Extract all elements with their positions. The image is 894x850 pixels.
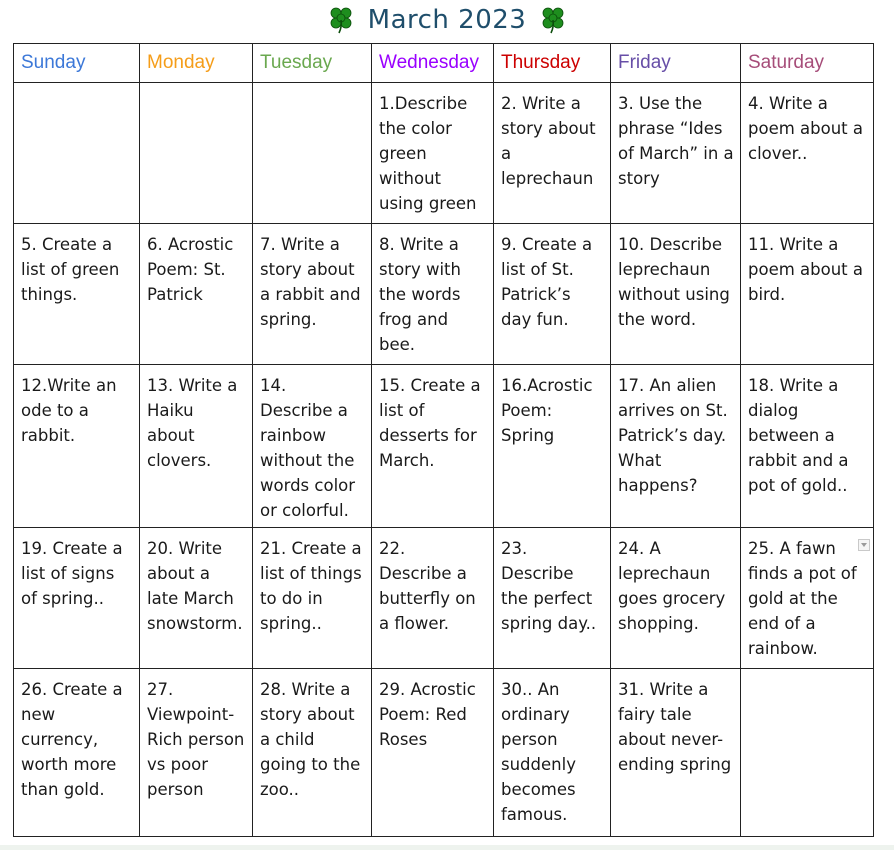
- day-prompt: 20. Write about a late March snowstorm.: [147, 539, 243, 633]
- day-cell[interactable]: [494, 224, 611, 365]
- day-cell[interactable]: [253, 83, 372, 224]
- cell-dropdown-icon[interactable]: [858, 539, 870, 551]
- day-cell[interactable]: [494, 669, 611, 837]
- day-prompt: 10. Describe leprechaun without using the word.: [618, 235, 730, 329]
- day-cell[interactable]: [741, 528, 874, 669]
- week-row-2: [14, 224, 874, 365]
- day-cell[interactable]: [14, 528, 140, 669]
- day-cell[interactable]: [494, 365, 611, 528]
- day-cell[interactable]: [140, 365, 253, 528]
- day-cell[interactable]: [14, 83, 140, 224]
- day-cell[interactable]: [372, 365, 494, 528]
- day-prompt: 7. Write a story about a rabbit and spring.: [260, 235, 361, 329]
- bottom-divider: [0, 845, 894, 850]
- day-cell[interactable]: [253, 528, 372, 669]
- shamrock-icon: [326, 5, 356, 35]
- day-prompt: 6. Acrostic Poem: St. Patrick: [147, 235, 234, 304]
- week-row-3: [14, 365, 874, 528]
- day-cell[interactable]: [741, 669, 874, 837]
- day-cell[interactable]: [14, 365, 140, 528]
- day-prompt: 13. Write a Haiku about clovers.: [147, 376, 238, 470]
- day-prompt: 12.Write an ode to a rabbit.: [21, 376, 117, 445]
- day-cell[interactable]: [14, 224, 140, 365]
- day-prompt: 28. Write a story about a child going to the zoo..: [260, 680, 361, 799]
- day-cell[interactable]: [494, 83, 611, 224]
- day-cell[interactable]: [253, 669, 372, 837]
- day-prompt: 21. Create a list of things to do in spring..: [260, 539, 362, 633]
- day-cell[interactable]: [611, 365, 741, 528]
- day-prompt: 14. Describe a rainbow without the words color or colorful.: [260, 376, 356, 520]
- day-cell[interactable]: [253, 224, 372, 365]
- week-row-5: [14, 669, 874, 837]
- day-cell[interactable]: [741, 83, 874, 224]
- day-prompt: 25. A fawn finds a pot of gold at the end of a rainbow.: [748, 539, 857, 658]
- day-cell[interactable]: [140, 224, 253, 365]
- day-cell[interactable]: [140, 669, 253, 837]
- weekday-monday: Monday: [140, 44, 253, 83]
- day-prompt: 23. Describe the perfect spring day..: [501, 539, 597, 633]
- weekday-thursday: Thursday: [494, 44, 611, 83]
- day-cell[interactable]: [372, 528, 494, 669]
- weekday-header-row: [14, 44, 874, 83]
- day-prompt: 17. An alien arrives on St. Patrick’s day. What happens?: [618, 376, 728, 495]
- weekday-friday: Friday: [611, 44, 741, 83]
- day-prompt: 29. Acrostic Poem: Red Roses: [379, 680, 476, 749]
- day-prompt: 3. Use the phrase “Ides of March” in a story: [618, 94, 734, 188]
- day-cell[interactable]: [741, 365, 874, 528]
- day-cell[interactable]: [611, 224, 741, 365]
- day-cell[interactable]: [494, 528, 611, 669]
- day-cell[interactable]: [253, 365, 372, 528]
- calendar-grid: [13, 43, 874, 837]
- page-title: March 2023: [367, 5, 527, 35]
- day-cell[interactable]: [611, 669, 741, 837]
- shamrock-icon: [538, 5, 568, 35]
- weekday-saturday: Saturday: [741, 44, 874, 83]
- day-prompt: 4. Write a poem about a clover..: [748, 94, 864, 163]
- day-prompt: 27. Viewpoint-Rich person vs poor person: [147, 680, 245, 799]
- day-prompt: 22. Describe a butterfly on a flower.: [379, 539, 476, 633]
- day-prompt: 9. Create a list of St. Patrick’s day fun.: [501, 235, 593, 329]
- day-prompt: 18. Write a dialog between a rabbit and a pot of gold..: [748, 376, 849, 495]
- day-prompt: 24. A leprechaun goes grocery shopping.: [618, 539, 726, 633]
- day-cell[interactable]: [372, 669, 494, 837]
- day-prompt: 31. Write a fairy tale about never-ending spring: [618, 680, 732, 774]
- day-prompt: 1.Describe the color green without using green: [379, 94, 477, 213]
- day-prompt: 26. Create a new currency, worth more than gold.: [21, 680, 123, 799]
- weekday-wednesday: Wednesday: [372, 44, 494, 83]
- day-cell[interactable]: [140, 83, 253, 224]
- day-prompt: 19. Create a list of signs of spring..: [21, 539, 123, 608]
- day-prompt: 5. Create a list of green things.: [21, 235, 120, 304]
- week-row-4: [14, 528, 874, 669]
- day-prompt: 15. Create a list of desserts for March.: [379, 376, 481, 470]
- calendar-title-row: [0, 2, 894, 38]
- weekday-tuesday: Tuesday: [253, 44, 372, 83]
- weekday-sunday: Sunday: [14, 44, 140, 83]
- day-cell[interactable]: [372, 83, 494, 224]
- day-cell[interactable]: [140, 528, 253, 669]
- day-cell[interactable]: [14, 669, 140, 837]
- day-prompt: 2. Write a story about a leprechaun: [501, 94, 596, 188]
- week-row-1: [14, 83, 874, 224]
- day-cell[interactable]: [741, 224, 874, 365]
- day-cell[interactable]: [372, 224, 494, 365]
- day-cell[interactable]: [611, 83, 741, 224]
- day-prompt: 16.Acrostic Poem: Spring: [501, 376, 593, 445]
- day-prompt: 30.. An ordinary person suddenly becomes famous.: [501, 680, 576, 824]
- day-prompt: 11. Write a poem about a bird.: [748, 235, 864, 304]
- day-cell[interactable]: [611, 528, 741, 669]
- day-prompt: 8. Write a story with the words frog and bee.: [379, 235, 461, 354]
